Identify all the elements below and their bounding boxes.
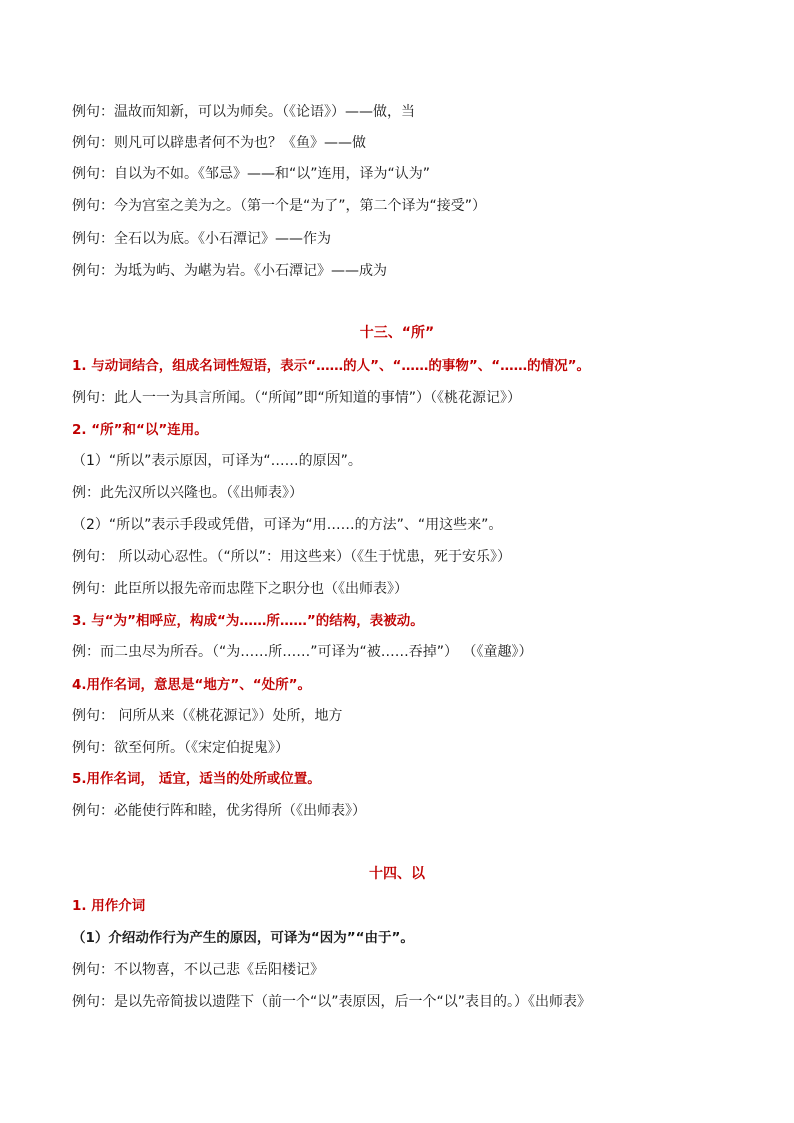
example-line: 例句：自以为不如。《邹忌》——和“以”连用，译为“认为” — [72, 166, 431, 182]
rule-line: 1. 用作介词 — [72, 898, 146, 914]
example-line: 例句： 问所从来（《桃花源记》）处所，地方 — [72, 708, 343, 724]
rule-line: 1. 与动词结合，组成名词性短语，表示“……的人”、“……的事物”、“……的情况”。 — [72, 358, 590, 374]
example-line: 例句：此人一一为具言所闻。（“所闻”即“所知道的事情”）（《桃花源记》） — [72, 390, 522, 406]
section-heading: 十三、“所” — [359, 325, 435, 341]
example-line: 例：此先汉所以兴隆也。（《出师表》） — [72, 485, 303, 501]
example-line: 例句：是以先帝简拔以遗陛下（前一个“以”表原因，后一个“以”表目的。）《出师表》 — [72, 994, 592, 1010]
section-heading: 十四、以 — [369, 866, 425, 882]
example-line: 例句：今为宫室之美为之。（第一个是“为了”，第二个译为“接受”） — [72, 198, 487, 214]
rule-line: 5.用作名词， 适宜，适当的处所或位置。 — [72, 771, 321, 787]
example-line: 例句：欲至何所。（《宋定伯捉鬼》） — [72, 740, 289, 756]
example-line: 例句： 所以动心忍性。（“所以”：用这些来）（《生于忧患，死于安乐》） — [72, 549, 511, 565]
example-line: 例：而二虫尽为所吞。（“为……所……”可译为“被……吞掉”） （《童趣》） — [72, 644, 533, 660]
example-line: 例句：不以物喜，不以己悲《岳阳楼记》 — [72, 962, 324, 978]
example-line: 例句：则凡可以辟患者何不为也？《鱼》——做 — [72, 135, 366, 151]
example-line: 例句：为坻为屿、为嵁为岩。《小石潭记》——成为 — [72, 263, 387, 279]
rule-line: 4.用作名词，意思是“地方”、“处所”。 — [72, 677, 312, 693]
example-line: 例句：温故而知新，可以为师矣。（《论语》）——做，当 — [72, 104, 415, 120]
example-line: 例句：必能使行阵和睦，优劣得所（《出师表》） — [72, 803, 366, 819]
example-line: 例句：全石以为底。《小石潭记》——作为 — [72, 231, 331, 247]
rule-line: 3. 与“为”相呼应，构成“为……所……”的结构，表被动。 — [72, 613, 424, 629]
example-line: 例句：此臣所以报先帝而忠陛下之职分也（《出师表》） — [72, 581, 408, 597]
rule-line: 2. “所”和“以”连用。 — [72, 422, 208, 438]
sub-rule-line: （1）介绍动作行为产生的原因，可译为“因为”“由于”。 — [72, 930, 414, 946]
sub-rule-line: （1）“所以”表示原因，可译为“……的原因”。 — [72, 453, 362, 469]
sub-rule-line: （2）“所以”表示手段或凭借，可译为“用……的方法”、“用这些来”。 — [72, 517, 503, 533]
